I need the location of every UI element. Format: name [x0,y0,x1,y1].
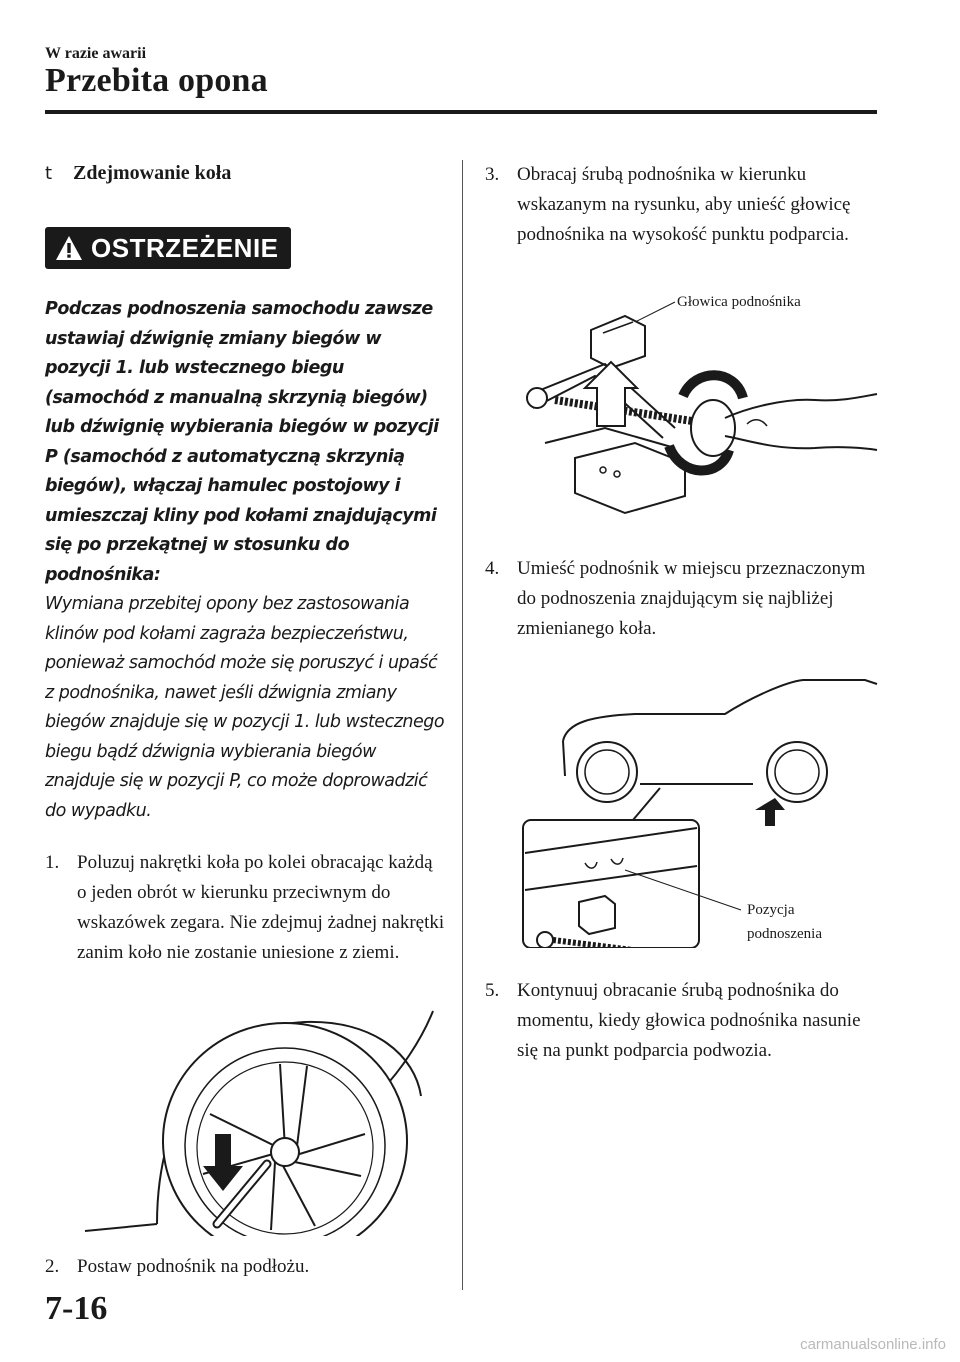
step-1 [45,848,445,968]
warning-icon [55,235,83,261]
title-rule [45,110,877,114]
lift-point-illustration [485,658,885,948]
step-number: 5. [485,980,500,1001]
subsection-heading-text: Zdejmowanie koła [73,162,232,184]
bullet-marker: t [45,163,53,184]
step-text: Poluzuj nakrętki koła po kolei obracając każdą o jeden obrót w kierunku przeciwnym do wskazówek zegara. Nie zdejmuj żadnej nakrętki zanim koło nie zostanie uniesione z ziemi. [77,852,445,963]
left-column [45,160,445,1282]
warning-label: OSTRZEŻENIE [91,232,279,263]
step-text: Postaw podnośnik na podłożu. [77,1256,310,1277]
warning-badge [45,227,291,269]
warning-body-text: Wymiana przebitej opony bez zastosowania klinów pod kołami zagraża bezpieczeństwu, ponieważ samochód może się poruszyć i upaść z podnośnika, nawet jeśli dźwignia zmiany biegów znajduje się w pozycji 1. lub wstecznego biegu bądź dźwignia wybierania biegów znajduje się w pozycji P, co może doprowadzić do wypadku. [45,594,445,821]
lift-point-label-line2: podnoszenia [747,926,822,942]
warning-bold-text: Podczas podnoszenia samochodu zawsze ustawiaj dźwignię zmiany biegów w pozycji 1. lub wstecznego biegu (samochód z manualną skrzynią biegów) lub dźwignię wybierania biegów w pozycji P (samochód z automatyczną skrzynią biegów), włączaj hamulec postojowy i umieszczaj kliny pod kołami znajdującymi się po przekątnej w stosunku do podnośnika: [45,299,439,585]
right-column [485,160,885,1066]
subsection-heading [45,162,445,185]
wheel-illustration [45,986,445,1236]
jack-illustration [485,278,885,528]
lift-point-label-line1: Pozycja [747,902,795,918]
section-label: W razie awarii [45,45,147,62]
column-divider [462,160,463,1290]
warning-text [45,295,445,826]
step-text: Umieść podnośnik w miejscu przeznaczonym do podnoszenia znajdującym się najbliżej zmienianego koła. [517,558,866,639]
step-text: Obracaj śrubą podnośnika w kierunku wskazanym na rysunku, aby unieść głowicę podnośnika na wysokość punktu podparcia. [517,164,851,245]
step-5 [485,976,885,1066]
step-number: 1. [45,852,60,873]
step-3 [485,160,885,250]
page-title: Przebita opona [45,62,268,99]
step-number: 2. [45,1256,60,1277]
watermark: carmanualsonline.info [800,1336,946,1353]
step-number: 4. [485,558,500,579]
step-2 [45,1252,445,1282]
jack-head-label: Głowica podnośnika [677,294,801,310]
page-number: 7-16 [45,1290,108,1327]
step-4 [485,554,885,644]
step-number: 3. [485,164,500,185]
step-text: Kontynuuj obracanie śrubą podnośnika do momentu, kiedy głowica podnośnika nasunie się na punkt podparcia podwozia. [517,980,861,1061]
